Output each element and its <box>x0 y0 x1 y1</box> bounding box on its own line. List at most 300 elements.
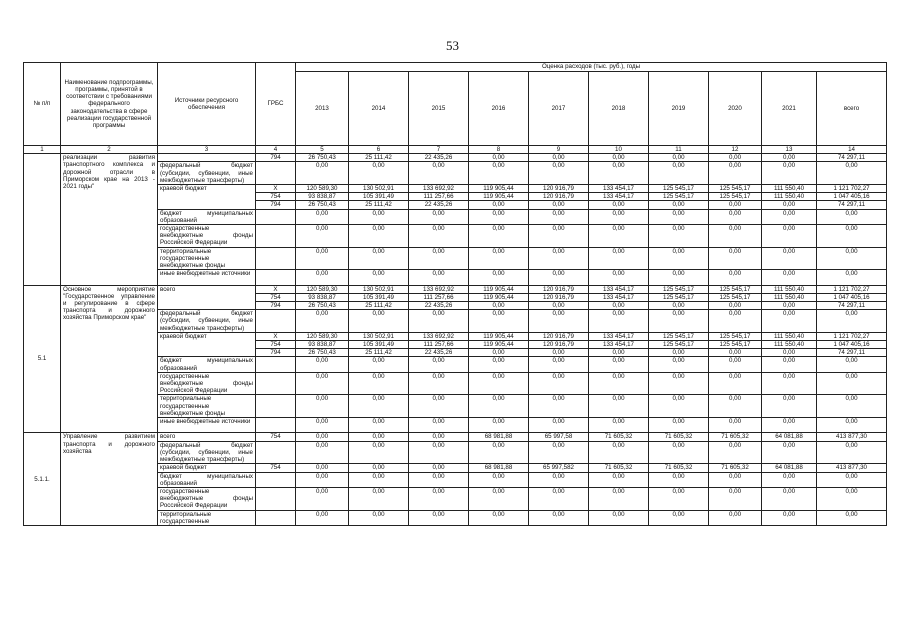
funding-source: государственные внебюджетные фонды Российской Федерации <box>158 372 256 395</box>
amount-value: 125 545,17 <box>649 286 708 294</box>
funding-source <box>158 154 256 162</box>
grbs-code <box>256 433 296 441</box>
amount-cell <box>409 418 469 433</box>
amount-value: 120 589,30 <box>296 185 348 193</box>
amount-cell <box>589 510 649 525</box>
amount-value: 119 905,44 <box>469 294 528 302</box>
amount-value: 0,00 <box>782 418 796 426</box>
amount-value: 133 692,92 <box>409 333 468 341</box>
amount-value: 133 454,17 <box>589 286 648 294</box>
grbs-value: X <box>256 333 295 341</box>
amount-value: 0,00 <box>315 418 329 426</box>
amount-cell <box>762 487 817 510</box>
amount-cell <box>762 285 817 310</box>
funding-source: всего <box>158 433 256 441</box>
amount-cell <box>349 464 409 472</box>
column-index: 12 <box>709 146 762 154</box>
amount-value: 0,00 <box>612 162 625 170</box>
amount-cell <box>649 209 709 224</box>
amount-cell <box>529 285 589 310</box>
amount-cell <box>349 372 409 395</box>
amount-value: 133 454,17 <box>589 294 648 302</box>
amount-value: 0,00 <box>782 487 796 495</box>
grbs-code <box>256 185 296 210</box>
amount-value: 0,00 <box>728 302 742 310</box>
amount-cell <box>649 441 709 464</box>
grbs-value: 754 <box>256 341 295 349</box>
amount-value: 0,00 <box>672 510 685 518</box>
amount-value: 125 545,17 <box>649 185 708 193</box>
amount-value: 93 838,87 <box>296 341 348 349</box>
amount-cell <box>649 247 709 270</box>
amount-value: 0,00 <box>315 270 329 278</box>
amount-value: 0,00 <box>372 418 385 426</box>
amount-cell <box>649 270 709 285</box>
amount-cell <box>709 285 762 310</box>
amount-value: 130 502,91 <box>349 185 408 193</box>
amount-value: 0,00 <box>432 247 445 255</box>
amount-value: 0,00 <box>672 270 685 278</box>
amount-cell <box>296 357 349 372</box>
funding-source: государственные внебюджетные фонды Российской Федерации <box>158 487 256 510</box>
grbs-code <box>256 162 296 185</box>
amount-value: 0,00 <box>552 395 565 403</box>
amount-value: 65 997,582 <box>543 464 574 472</box>
table-row <box>24 433 887 441</box>
amount-cell <box>296 372 349 395</box>
amount-cell <box>589 270 649 285</box>
amount-value: 119 905,44 <box>469 333 528 341</box>
amount-cell <box>296 162 349 185</box>
amount-value: 0,00 <box>612 302 625 310</box>
amount-value: 0,00 <box>672 418 685 426</box>
amount-value: 71 605,32 <box>664 464 693 472</box>
amount-value: 0,00 <box>672 302 685 310</box>
amount-value: 0,00 <box>552 472 565 480</box>
amount-cell <box>589 225 649 248</box>
amount-value: 1 047 405,16 <box>817 294 886 302</box>
amount-value: 0,00 <box>782 247 796 255</box>
amount-value: 0,00 <box>552 302 565 310</box>
amount-value: 0,00 <box>372 510 385 518</box>
funding-source: бюджет муниципальных образований <box>158 357 256 372</box>
amount-value: 130 502,91 <box>349 333 408 341</box>
amount-cell <box>469 395 529 418</box>
amount-value: 68 981,88 <box>484 433 513 441</box>
amount-value: 111 550,40 <box>762 193 816 201</box>
grbs-code <box>256 310 296 333</box>
amount-cell <box>296 395 349 418</box>
amount-value: 0,00 <box>315 209 329 217</box>
amount-value: 26 750,43 <box>308 302 336 310</box>
amount-value: 0,00 <box>372 225 385 233</box>
amount-cell <box>469 310 529 333</box>
amount-value: 0,00 <box>612 247 625 255</box>
amount-cell <box>589 464 649 472</box>
funding-source: иные внебюджетные источники <box>158 418 256 433</box>
amount-cell <box>762 154 817 162</box>
amount-value: 133 454,17 <box>589 193 648 201</box>
grbs-code <box>256 270 296 285</box>
amount-value: 0,00 <box>672 395 685 403</box>
amount-cell <box>529 154 589 162</box>
amount-value: 0,00 <box>315 162 329 170</box>
amount-cell <box>296 154 349 162</box>
amount-value: 71 605,32 <box>604 433 633 441</box>
amount-value: 25 111,42 <box>365 349 392 357</box>
amount-value: 0,00 <box>492 441 505 449</box>
amount-cell <box>649 185 709 210</box>
amount-cell <box>469 332 529 357</box>
amount-value: 0,00 <box>372 357 385 365</box>
amount-cell <box>589 285 649 310</box>
amount-value: 125 545,17 <box>649 193 708 201</box>
amount-cell <box>529 441 589 464</box>
amount-value: 0,00 <box>672 372 685 380</box>
amount-cell <box>817 247 887 270</box>
amount-cell <box>589 441 649 464</box>
amount-cell <box>709 433 762 441</box>
grbs-code <box>256 372 296 395</box>
amount-value: 0,00 <box>782 372 796 380</box>
amount-value: 130 502,91 <box>349 286 408 294</box>
amount-cell <box>649 357 709 372</box>
grbs-code <box>256 510 296 525</box>
amount-value: 0,00 <box>728 201 742 209</box>
amount-cell <box>649 418 709 433</box>
amount-value: 0,00 <box>432 418 445 426</box>
amount-cell <box>409 487 469 510</box>
amount-cell <box>529 395 589 418</box>
amount-value: 125 545,17 <box>709 193 761 201</box>
amount-value: 0,00 <box>432 395 445 403</box>
amount-cell <box>762 372 817 395</box>
row-number: 5.1.1. <box>24 433 61 525</box>
amount-value: 0,00 <box>552 247 565 255</box>
amount-cell <box>349 270 409 285</box>
amount-cell <box>817 285 887 310</box>
amount-value: 0,00 <box>372 441 385 449</box>
amount-value: 0,00 <box>782 154 796 162</box>
amount-value: 0,00 <box>372 464 385 472</box>
amount-cell <box>589 185 649 210</box>
amount-cell <box>817 441 887 464</box>
amount-cell <box>469 154 529 162</box>
amount-value: 111 257,66 <box>409 341 468 349</box>
amount-cell <box>709 441 762 464</box>
amount-cell <box>529 247 589 270</box>
amount-cell <box>296 225 349 248</box>
amount-cell <box>529 510 589 525</box>
amount-cell <box>709 395 762 418</box>
amount-cell <box>649 395 709 418</box>
amount-cell <box>529 472 589 487</box>
amount-value: 133 454,17 <box>589 333 648 341</box>
amount-cell <box>469 372 529 395</box>
amount-value: 0,00 <box>492 201 505 209</box>
amount-value: 120 589,30 <box>296 333 348 341</box>
amount-value: 0,00 <box>552 357 565 365</box>
amount-value: 0,00 <box>492 487 505 495</box>
amount-cell <box>709 154 762 162</box>
amount-value: 1 121 702,27 <box>817 333 886 341</box>
amount-cell <box>762 332 817 357</box>
amount-cell <box>409 162 469 185</box>
amount-value: 0,00 <box>612 372 625 380</box>
amount-cell <box>649 372 709 395</box>
column-index: 10 <box>589 146 649 154</box>
amount-cell <box>709 247 762 270</box>
amount-value: 0,00 <box>372 247 385 255</box>
grbs-value: 754 <box>256 193 295 201</box>
amount-value: 0,00 <box>845 270 858 278</box>
amount-value: 0,00 <box>552 154 565 162</box>
grbs-value: 754 <box>270 464 281 472</box>
amount-cell <box>589 357 649 372</box>
amount-cell <box>529 209 589 224</box>
column-index: 5 <box>296 146 349 154</box>
amount-value: 1 121 702,27 <box>817 286 886 294</box>
amount-value: 119 905,44 <box>469 341 528 349</box>
amount-value: 133 454,17 <box>589 185 648 193</box>
amount-value: 0,00 <box>372 162 385 170</box>
amount-cell <box>709 372 762 395</box>
amount-cell <box>349 510 409 525</box>
amount-cell <box>296 464 349 472</box>
funding-source: иные внебюджетные источники <box>158 270 256 285</box>
amount-cell <box>649 332 709 357</box>
amount-value: 0,00 <box>612 487 625 495</box>
amount-cell <box>589 162 649 185</box>
amount-value: 0,00 <box>612 349 625 357</box>
amount-cell <box>817 395 887 418</box>
grbs-code <box>256 418 296 433</box>
header-grbs: ГРБС <box>256 63 296 146</box>
amount-value: 0,00 <box>728 472 742 480</box>
amount-value: 0,00 <box>845 209 858 217</box>
column-index: 4 <box>256 146 296 154</box>
amount-value: 0,00 <box>845 247 858 255</box>
amount-cell <box>296 433 349 441</box>
amount-cell <box>296 441 349 464</box>
header-name: Наименование подпрограммы, программы, принятой в соответствии с требованиями федерального законодательства в сфере реализации государственной программы <box>61 63 158 146</box>
amount-value: 0,00 <box>782 201 796 209</box>
amount-cell <box>409 310 469 333</box>
amount-value: 0,00 <box>432 441 445 449</box>
amount-cell <box>709 472 762 487</box>
amount-value: 0,00 <box>672 209 685 217</box>
amount-cell <box>469 285 529 310</box>
amount-cell <box>817 433 887 441</box>
amount-value: 0,00 <box>492 209 505 217</box>
amount-cell <box>589 247 649 270</box>
column-index: 8 <box>469 146 529 154</box>
amount-cell <box>817 464 887 472</box>
amount-value: 0,00 <box>372 395 385 403</box>
funding-source: краевой бюджет <box>158 185 256 210</box>
amount-cell <box>409 357 469 372</box>
amount-cell <box>349 357 409 372</box>
amount-cell <box>296 247 349 270</box>
amount-cell <box>762 225 817 248</box>
amount-value: 0,00 <box>552 418 565 426</box>
amount-value: 120 916,79 <box>529 286 588 294</box>
header-year: всего <box>817 72 887 146</box>
amount-cell <box>709 418 762 433</box>
header-year: 2021 <box>762 72 817 146</box>
amount-cell <box>817 154 887 162</box>
amount-value: 93 838,87 <box>296 294 348 302</box>
amount-value: 0,00 <box>728 247 742 255</box>
grbs-code <box>256 247 296 270</box>
amount-cell <box>709 487 762 510</box>
amount-value: 0,00 <box>492 395 505 403</box>
amount-cell <box>529 185 589 210</box>
grbs-code <box>256 332 296 357</box>
amount-value: 0,00 <box>492 225 505 233</box>
header-year: 2020 <box>709 72 762 146</box>
amount-cell <box>409 209 469 224</box>
amount-value: 26 750,43 <box>308 201 336 209</box>
amount-value: 0,00 <box>672 162 685 170</box>
amount-cell <box>589 332 649 357</box>
amount-value: 22 435,26 <box>424 302 453 310</box>
amount-value: 0,00 <box>552 510 565 518</box>
program-name: Управление развитием транспорта и дорожного хозяйства <box>61 433 158 525</box>
grbs-code <box>256 472 296 487</box>
amount-cell <box>762 464 817 472</box>
amount-cell <box>649 285 709 310</box>
amount-cell <box>469 209 529 224</box>
amount-cell <box>589 418 649 433</box>
amount-cell <box>649 472 709 487</box>
page-number: 53 <box>446 38 459 53</box>
funding-source: территориальные государственные внебюджетные фонды <box>158 395 256 418</box>
program-name: реализации развития транспортного комплекса и дорожной отрасли в Приморском крае на 2013 - 2021 годы" <box>61 154 158 285</box>
amount-value: 0,00 <box>552 225 565 233</box>
amount-value: 0,00 <box>672 472 685 480</box>
amount-value: 0,00 <box>552 201 565 209</box>
column-index: 7 <box>409 146 469 154</box>
amount-cell <box>817 332 887 357</box>
grbs-value: 794 <box>270 201 281 209</box>
header-year: 2016 <box>469 72 529 146</box>
header-year: 2015 <box>409 72 469 146</box>
amount-value: 105 391,49 <box>349 294 408 302</box>
amount-value: 22 435,26 <box>424 154 453 162</box>
amount-cell <box>409 225 469 248</box>
grbs-value: 754 <box>270 433 281 441</box>
amount-value: 133 692,92 <box>409 286 468 294</box>
amount-value: 0,00 <box>782 162 796 170</box>
amount-cell <box>349 162 409 185</box>
amount-value: 0,00 <box>492 310 505 318</box>
amount-cell <box>469 270 529 285</box>
amount-value: 120 916,79 <box>529 185 588 193</box>
amount-value: 111 257,66 <box>409 193 468 201</box>
amount-value: 0,00 <box>492 472 505 480</box>
amount-cell <box>817 472 887 487</box>
funding-source: федеральный бюджет (субсидии, субвенции, иные межбюджетные трансферты) <box>158 162 256 185</box>
amount-value: 0,00 <box>782 510 796 518</box>
amount-value: 26 750,43 <box>308 154 336 162</box>
amount-value: 0,00 <box>782 310 796 318</box>
amount-cell <box>469 185 529 210</box>
amount-cell <box>409 270 469 285</box>
amount-value: 1 047 405,16 <box>817 193 886 201</box>
amount-cell <box>762 185 817 210</box>
amount-cell <box>296 185 349 210</box>
amount-value: 111 550,40 <box>762 185 816 193</box>
amount-value: 0,00 <box>372 472 385 480</box>
amount-value: 0,00 <box>372 487 385 495</box>
amount-value: 0,00 <box>672 310 685 318</box>
amount-value: 0,00 <box>432 487 445 495</box>
amount-value: 0,00 <box>728 154 742 162</box>
amount-cell <box>649 487 709 510</box>
amount-cell <box>529 310 589 333</box>
amount-cell <box>649 310 709 333</box>
amount-cell <box>349 310 409 333</box>
amount-value: 65 997,58 <box>544 433 573 441</box>
amount-value: 0,00 <box>728 225 742 233</box>
amount-value: 0,00 <box>782 302 796 310</box>
amount-value: 1 047 405,16 <box>817 341 886 349</box>
column-index: 6 <box>349 146 409 154</box>
amount-value: 0,00 <box>492 372 505 380</box>
amount-value: 0,00 <box>492 154 505 162</box>
funding-source: краевой бюджет <box>158 464 256 472</box>
amount-cell <box>649 433 709 441</box>
amount-value: 111 550,40 <box>762 286 816 294</box>
amount-value: 0,00 <box>432 433 445 441</box>
amount-cell <box>589 209 649 224</box>
grbs-value: X <box>256 286 295 294</box>
amount-cell <box>409 285 469 310</box>
amount-cell <box>349 285 409 310</box>
amount-value: 0,00 <box>492 270 505 278</box>
amount-cell <box>589 472 649 487</box>
amount-cell <box>409 154 469 162</box>
amount-value: 0,00 <box>728 441 742 449</box>
amount-cell <box>349 418 409 433</box>
amount-value: 125 545,17 <box>709 333 761 341</box>
amount-value: 111 257,66 <box>409 294 468 302</box>
amount-value: 0,00 <box>728 270 742 278</box>
amount-cell <box>709 332 762 357</box>
funding-source: федеральный бюджет (субсидии, субвенции, иные межбюджетные трансферты) <box>158 441 256 464</box>
header-year: 2013 <box>296 72 349 146</box>
amount-value: 0,00 <box>552 162 565 170</box>
funding-source: федеральный бюджет (субсидии, субвенции, иные межбюджетные трансферты) <box>158 310 256 333</box>
column-index: 1 <box>24 146 61 154</box>
amount-value: 125 545,17 <box>709 286 761 294</box>
amount-value: 125 545,17 <box>709 341 761 349</box>
amount-cell <box>296 472 349 487</box>
amount-value: 119 905,44 <box>469 286 528 294</box>
amount-cell <box>409 185 469 210</box>
amount-cell <box>709 162 762 185</box>
amount-cell <box>296 510 349 525</box>
amount-cell <box>349 225 409 248</box>
amount-value: 0,00 <box>432 162 445 170</box>
grbs-code <box>256 285 296 310</box>
amount-value: 0,00 <box>612 418 625 426</box>
amount-value: 0,00 <box>552 487 565 495</box>
amount-cell <box>469 418 529 433</box>
grbs-code <box>256 225 296 248</box>
amount-value: 0,00 <box>612 510 625 518</box>
